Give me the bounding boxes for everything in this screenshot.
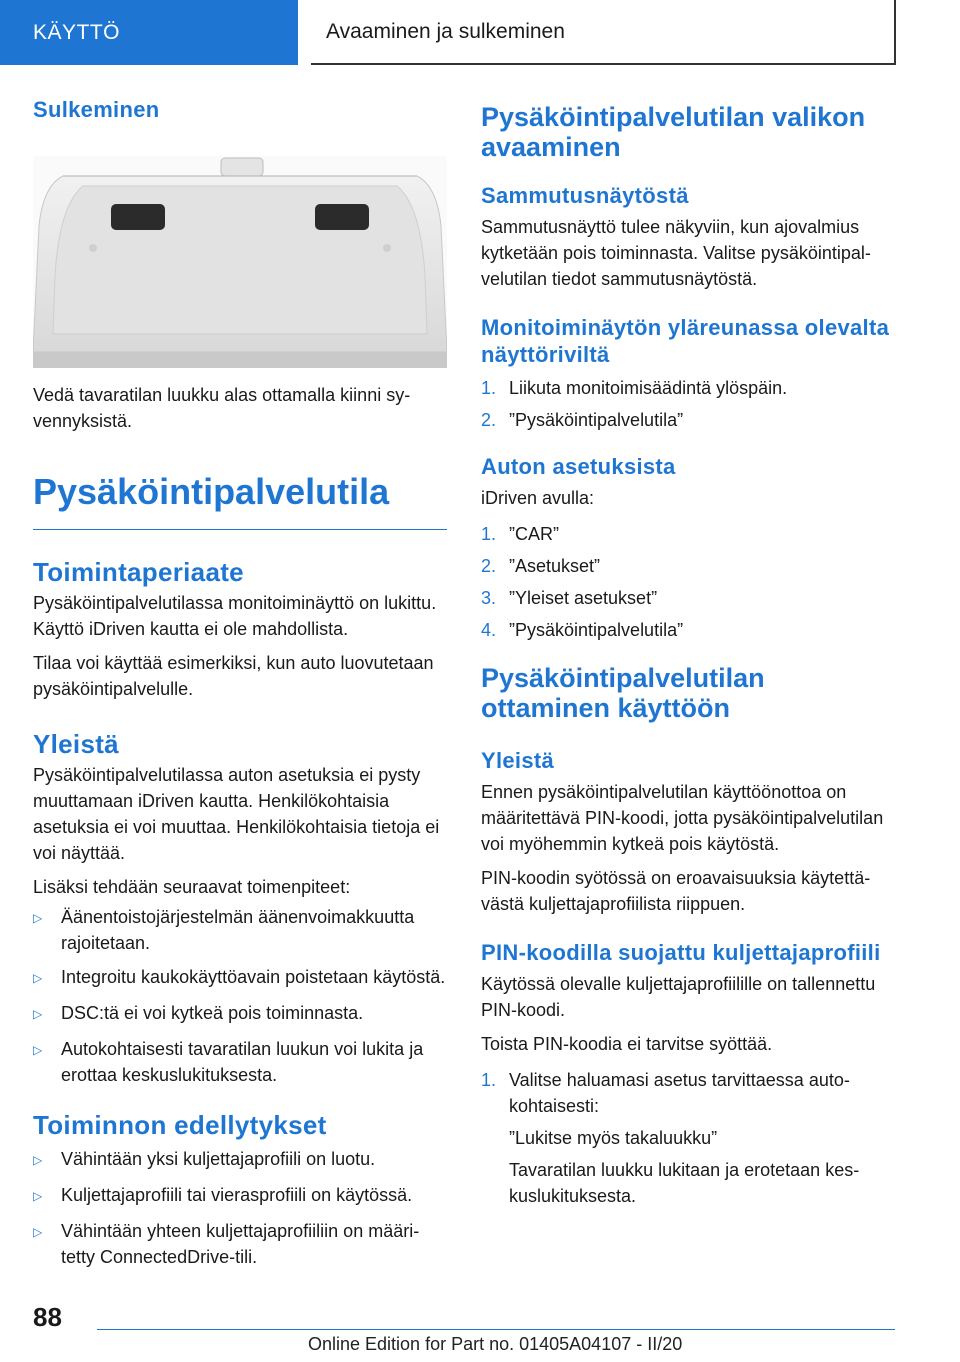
step-number: 4. [481,620,497,640]
page-number: 88 [33,1302,62,1332]
step-text: Liikuta monitoimisäädintä ylöspäin. [509,378,788,398]
auton-asetuksista-paragraph: iDriven avulla: [481,488,595,508]
bullet-text: Integroitu kaukokäyttöavain poistetaan käytöstä. [61,967,446,987]
list-item [33,1182,447,1210]
step-text: ”Yleiset asetukset” [509,588,658,608]
sammutus-heading: Sammutusnäytöstä [481,183,689,208]
list-item [481,375,895,401]
list-item [33,1146,447,1174]
step-number: 1. [481,524,497,544]
list-item [481,585,895,611]
yleista-bullet-list [33,904,447,1088]
toimintaperiaate-heading: Toimintaperiaate [33,557,244,587]
right-yleista-paragraph-2: PIN-koodin syötössä on eroavaisuuksia käytettävästä kuljettajaprofiilista riippuen. [481,868,871,914]
bullet-marker: ▷ [33,1153,43,1167]
bullet-marker: ▷ [33,971,43,985]
header-topic-label: Avaaminen ja sulkeminen [326,19,565,43]
yleista-paragraph-1: Pysäköintipalvelutilassa auton asetuksia ei pysty muuttamaan iDriven kautta. Henkilökohtaisia asetuksia ei voi muuttaa. Henkilökohtaisia tietoja ei voi näyttää. [33,765,440,863]
header-topic-bar [311,0,896,65]
bullet-text: Äänentoistojärjestelmän äänenvoimakkuutta rajoitetaan. [61,907,415,953]
page-title: Pysäköintipalvelutila [33,471,390,512]
step-number: 3. [481,588,497,608]
list-item [33,1218,447,1270]
step-text: Valitse haluamasi asetus tarvittaessa autokohtaisesti: [509,1070,850,1116]
bullet-text: Kuljettajaprofiili tai vierasprofiili on käytössä. [61,1185,413,1205]
pin-step-list [481,1067,895,1119]
left-column [33,96,447,1270]
step-number: 1. [481,378,497,398]
bullet-text: DSC:tä ei voi kytkeä pois toiminnasta. [61,1003,364,1023]
title-rule [33,529,447,530]
step-text: ”Pysäköintipalvelutila” [509,410,684,430]
bullet-marker: ▷ [33,911,43,925]
step-text: ”Pysäköintipalvelutila” [509,620,684,640]
step-number: 1. [481,1070,497,1090]
step-number: 2. [481,410,497,430]
ottaminen-heading: Pysäköintipalvelutilan ottaminen käyttöön [481,663,765,723]
toimintaperiaate-paragraph-2: Tilaa voi käyttää esimerkiksi, kun auto luovutetaan pysäköintipalvelulle. [33,653,434,699]
header-section-tab [0,0,298,65]
list-item [481,553,895,579]
bullet-marker: ▷ [33,1225,43,1239]
right-yleista-heading: Yleistä [481,748,555,773]
right-column [481,96,895,1209]
trunk-image-caption: Vedä tavaratilan luukku alas ottamalla kiinni syvennyksistä. [33,385,411,431]
pin-heading: PIN-koodilla suojattu kuljettajaprofiili [481,940,881,965]
bullet-text: Vähintään yhteen kuljettajaprofiiliin on määritetty ConnectedDrive-tili. [61,1221,420,1267]
header-section-label: KÄYTTÖ [33,20,121,44]
valikko-heading: Pysäköintipalvelutilan valikon avaaminen [481,102,866,162]
sulkeminen-heading: Sulkeminen [33,97,160,122]
step-text: ”Asetukset” [509,556,601,576]
sammutus-paragraph: Sammutusnäyttö tulee näkyviin, kun ajovalmius kytketään pois toiminnasta. Valitse pysäköintipalvelutilan tiedot sammutusnäytöstä. [481,217,871,289]
list-item [481,1067,895,1119]
pin-paragraph-2: Toista PIN-koodia ei tarvitse syöttää. [481,1034,773,1054]
list-item [33,904,447,956]
right-yleista-paragraph-1: Ennen pysäköintipalvelutilan käyttöönottoa on määritettävä PIN-koodi, jotta pysäköintipalvelutilan voi myöhemmin kytkeä pois käytöstä. [481,782,884,854]
step-number: 2. [481,556,497,576]
edellytykset-bullet-list [33,1146,447,1270]
trunk-lid-photo [33,156,447,368]
bullet-text: Autokohtaisesti tavaratilan luukun voi lukita ja erottaa keskuslukituksesta. [61,1039,424,1085]
bullet-text: Vähintään yksi kuljettajaprofiili on luotu. [61,1149,376,1169]
monitoimi-heading: Monitoiminäytön yläreunassa olevalta näyttöriviltä [481,315,890,367]
list-item [33,1036,447,1088]
auton-asetuksista-heading: Auton asetuksista [481,454,676,479]
yleista-heading: Yleistä [33,729,119,759]
monitoimi-step-list [481,375,895,433]
pin-paragraph-1: Käytössä olevalle kuljettajaprofiilille on tallennettu PIN-koodi. [481,974,876,1020]
list-item [481,407,895,433]
step-text: ”CAR” [509,524,559,544]
auton-step-list [481,521,895,643]
pin-step-result: Tavaratilan luukku lukitaan ja erotetaan keskuslukituksesta. [509,1160,860,1206]
list-item [481,521,895,547]
bullet-marker: ▷ [33,1007,43,1021]
footer-edition: Online Edition for Part no. 01405A04107 - II/20 [308,1334,683,1354]
pin-step-selection: ”Lukitse myös takaluukku” [509,1128,718,1148]
bullet-marker: ▷ [33,1043,43,1057]
bullet-marker: ▷ [33,1189,43,1203]
edellytykset-heading: Toiminnon edellytykset [33,1110,327,1140]
yleista-paragraph-2: Lisäksi tehdään seuraavat toimenpiteet: [33,877,351,897]
footer-rule [97,1329,895,1330]
list-item [33,964,447,992]
toimintaperiaate-paragraph-1: Pysäköintipalvelutilassa monitoiminäyttö on lukittu. Käyttö iDriven kautta ei ole mahdollista. [33,593,437,639]
list-item [481,617,895,643]
list-item [33,1000,447,1028]
